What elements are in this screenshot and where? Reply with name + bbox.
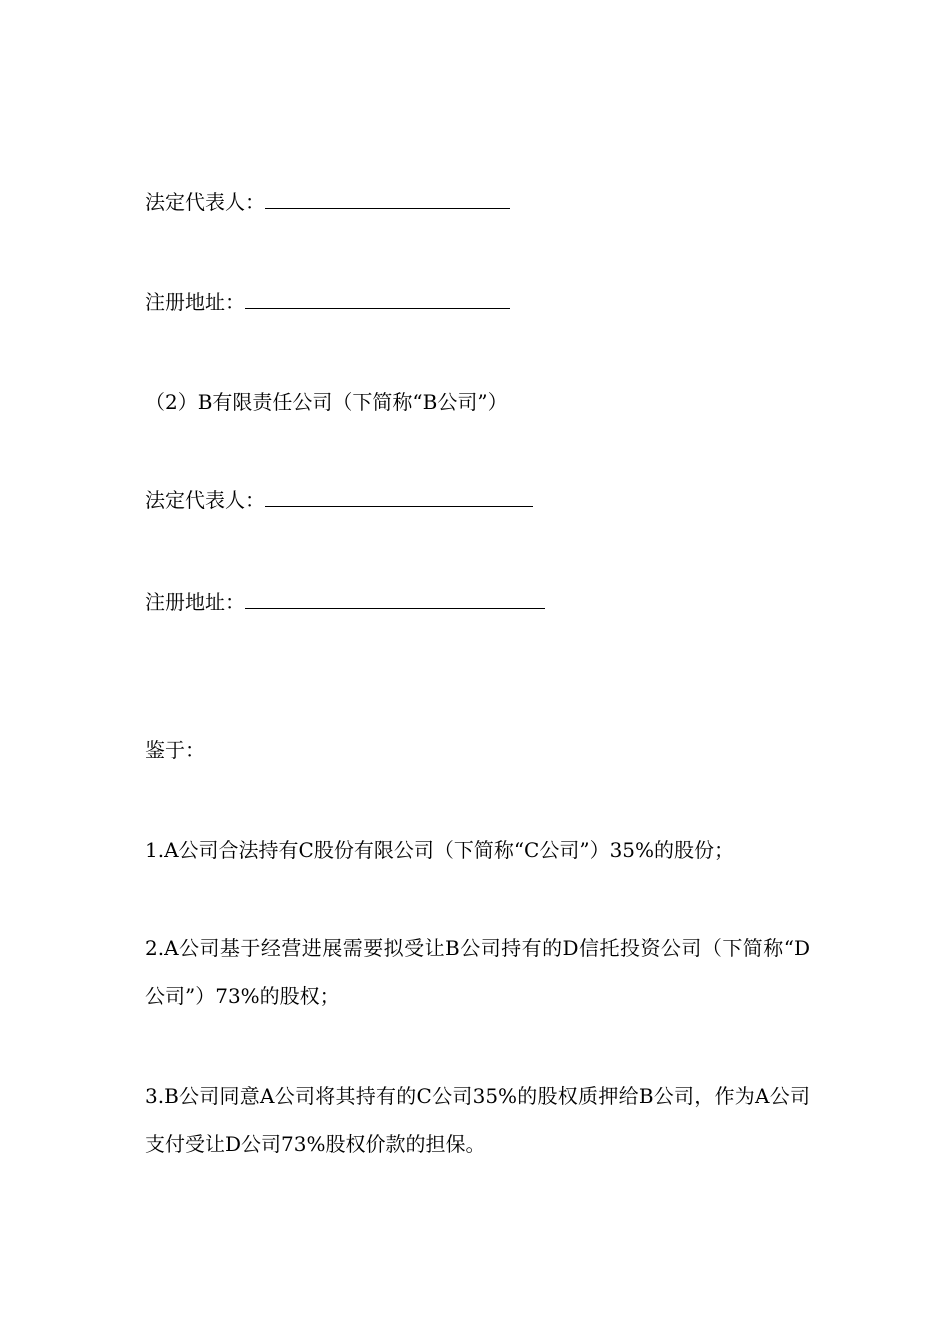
party-b-address-label: 注册地址：	[145, 590, 245, 614]
party-a-address-blank	[245, 292, 510, 309]
party-a-legal-rep-label: 法定代表人：	[145, 190, 265, 214]
party-b-address-line	[145, 590, 545, 614]
whereas-item-2: 2.A公司基于经营进展需要拟受让B公司持有的D信托投资公司（下简称“D公司”）73%的股权；	[145, 936, 810, 1008]
party-b-heading: （2）B有限责任公司（下简称“B公司”）	[145, 390, 508, 414]
party-b-legal-rep-blank	[265, 490, 533, 507]
party-a-address-line	[145, 290, 510, 314]
whereas-item-1: 1.A公司合法持有C股份有限公司（下简称“C公司”）35%的股份；	[145, 838, 735, 862]
party-a-legal-rep-line	[145, 190, 510, 214]
party-b-legal-rep-label: 法定代表人：	[145, 488, 265, 512]
whereas-item-3: 3.B公司同意A公司将其持有的C公司35%的股权质押给B公司，作为A公司支付受让D公司73%股权价款的担保。	[145, 1084, 810, 1156]
party-a-legal-rep-blank	[265, 192, 510, 209]
party-a-address-label: 注册地址：	[145, 290, 245, 314]
whereas-heading: 鉴于：	[145, 738, 205, 762]
party-b-legal-rep-line	[145, 488, 533, 512]
party-b-address-blank	[245, 592, 545, 609]
